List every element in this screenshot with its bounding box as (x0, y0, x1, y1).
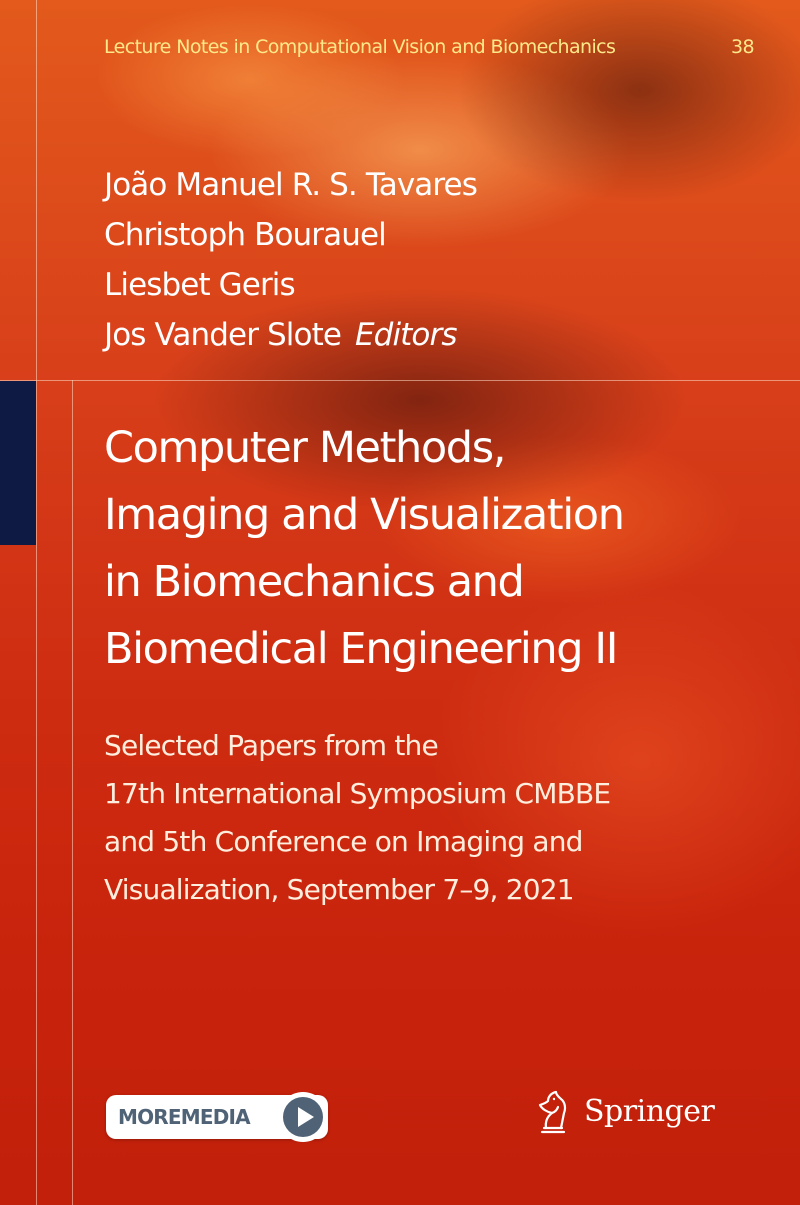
subtitle-line: and 5th Conference on Imaging and (104, 825, 583, 858)
series-name: Lecture Notes in Computational Vision and Biomechanics (104, 36, 616, 58)
cover-horizontal-rule (72, 380, 800, 381)
navy-accent-bar (0, 381, 36, 545)
title-line: Imaging and Visualization (104, 490, 624, 540)
subtitle-line: Visualization, September 7–9, 2021 (104, 873, 574, 906)
subtitle-line: 17th International Symposium CMBBE (104, 777, 611, 810)
editor-name: Jos Vander Slote (104, 317, 341, 353)
book-subtitle (104, 722, 794, 914)
editor-name: Christoph Bourauel (104, 217, 386, 253)
subtitle-line: Selected Papers from the (104, 729, 438, 762)
title-line: Computer Methods, (104, 423, 505, 473)
editors-role: Editors (355, 317, 457, 353)
title-line: Biomedical Engineering II (104, 624, 617, 674)
play-icon (278, 1092, 328, 1142)
editor-name: Liesbet Geris (104, 267, 295, 303)
cover-vertical-rule (36, 0, 37, 1205)
series-number: 38 (731, 36, 754, 58)
book-title (104, 415, 794, 683)
publisher-name: Springer (584, 1094, 715, 1129)
springer-horse-icon (530, 1088, 576, 1136)
moremedia-badge[interactable] (106, 1095, 328, 1139)
editor-name: João Manuel R. S. Tavares (104, 167, 477, 203)
series-line (104, 36, 754, 58)
moremedia-label: MOREMEDIA (118, 1105, 250, 1129)
publisher-logo (530, 1088, 740, 1138)
editors-block (104, 160, 477, 360)
cover-vertical-rule-inner (72, 380, 73, 1205)
title-line: in Biomechanics and (104, 557, 524, 607)
